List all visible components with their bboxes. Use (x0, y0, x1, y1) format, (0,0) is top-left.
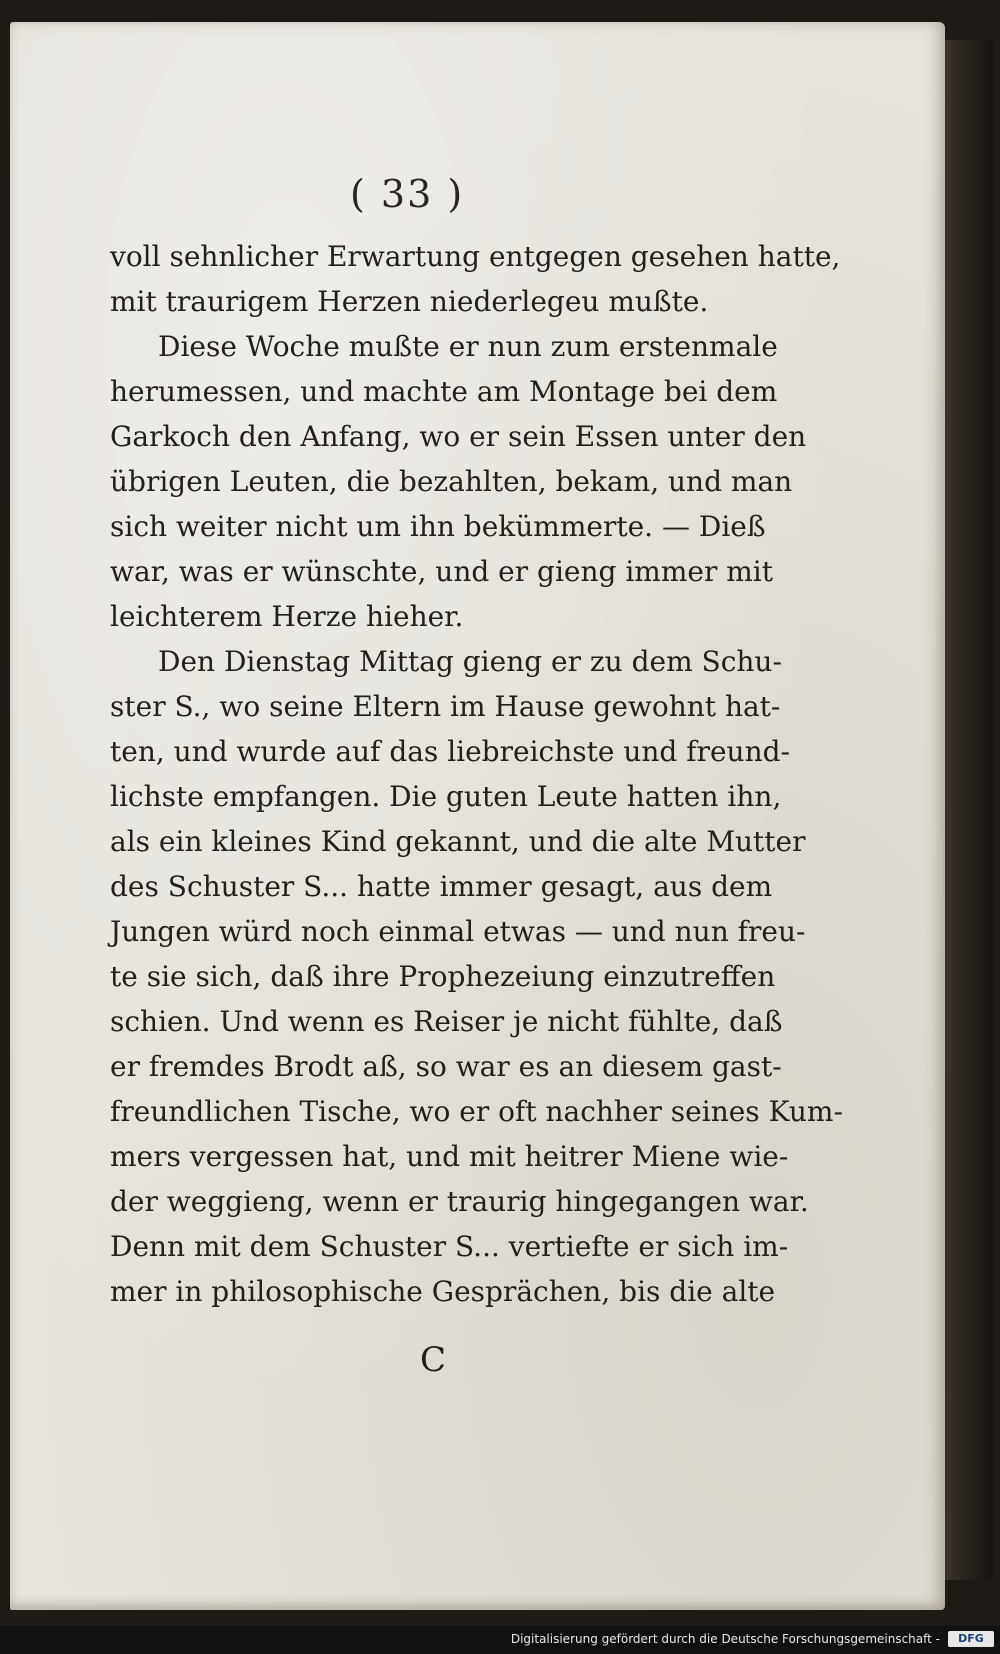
text-line: mer in philosophische Gesprächen, bis die alte (110, 1275, 776, 1308)
text-line: Jungen würd noch einmal etwas — und nun freu- (110, 915, 806, 948)
dfg-logo-icon: DFG (948, 1631, 994, 1647)
page-number: ( 33 ) (350, 172, 465, 216)
footer-bar (0, 1626, 1000, 1654)
text-line: ten, und wurde auf das liebreichste und freund- (110, 735, 790, 768)
text-line: schien. Und wenn es Reiser je nicht fühlte, daß (110, 1005, 783, 1038)
text-line: te sie sich, daß ihre Prophezeiung einzutreffen (110, 960, 776, 993)
body-text (110, 234, 843, 1314)
text-line: mit traurigem Herzen niederlegeu mußte. (110, 285, 709, 318)
text-line: voll sehnlicher Erwartung entgegen gesehen hatte, (110, 240, 841, 273)
text-line: sich weiter nicht um ihn bekümmerte. — Dieß (110, 510, 766, 543)
text-line: lichste empfangen. Die guten Leute hatten ihn, (110, 780, 782, 813)
text-line: mers vergessen hat, und mit heitrer Miene wie- (110, 1140, 789, 1173)
text-line: übrigen Leuten, die bezahlten, bekam, und man (110, 465, 793, 498)
text-line: ster S., wo seine Eltern im Hause gewohnt hat- (110, 690, 781, 723)
text-line: Garkoch den Anfang, wo er sein Essen unter den (110, 420, 807, 453)
text-line: des Schuster S... hatte immer gesagt, aus dem (110, 870, 773, 903)
footer-credit: Digitalisierung gefördert durch die Deutsche Forschungsgemeinschaft - (510, 1632, 940, 1646)
text-line: er fremdes Brodt aß, so war es an diesem gast- (110, 1050, 782, 1083)
text-line: der weggieng, wenn er traurig hingegangen war. (110, 1185, 809, 1218)
text-line: herumessen, und machte am Montage bei dem (110, 375, 778, 408)
text-line: freundlichen Tische, wo er oft nachher seines Kum- (110, 1095, 843, 1128)
book-edge (945, 40, 993, 1580)
text-line: Denn mit dem Schuster S... vertiefte er sich im- (110, 1230, 789, 1263)
text-line: Den Dienstag Mittag gieng er zu dem Schu- (158, 645, 782, 678)
signature-mark: C (420, 1340, 447, 1380)
text-line: als ein kleines Kind gekannt, und die alte Mutter (110, 825, 806, 858)
text-line: Diese Woche mußte er nun zum erstenmale (158, 330, 778, 363)
text-line: war, was er wünschte, und er gieng immer mit (110, 555, 774, 588)
book-page (10, 22, 945, 1610)
text-line: leichterem Herze hieher. (110, 600, 464, 633)
